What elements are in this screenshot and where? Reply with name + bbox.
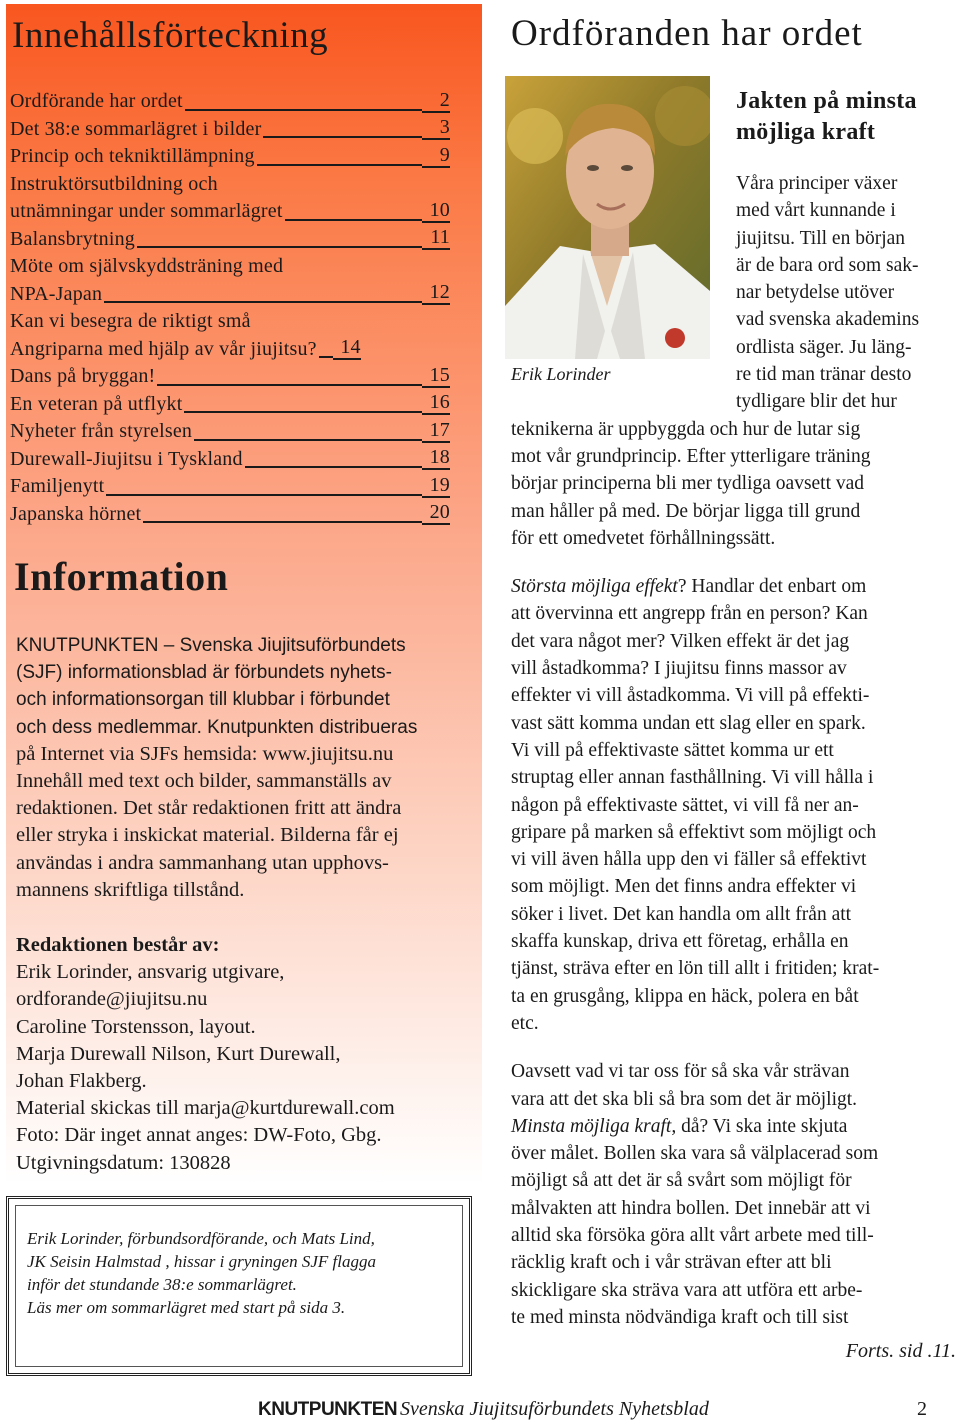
info-line: redaktionen. Det står redaktionen fritt att ändra <box>16 797 402 820</box>
article-line: te med minsta nödvändiga kraft och till sist <box>511 1306 849 1328</box>
article-title: Ordföranden har ordet <box>511 13 863 54</box>
toc-entry[interactable] <box>10 501 450 529</box>
toc-entry-page: 11 <box>422 226 450 250</box>
article-line: målvakten att hindra bollen. Det innebär att vi <box>511 1197 871 1219</box>
table-of-contents <box>10 88 450 528</box>
toc-entry-page: 14 <box>333 336 361 360</box>
toc-entry-label: Familjenytt <box>10 475 105 497</box>
toc-entry-label: Japanska hörnet <box>10 502 142 525</box>
article-line-rest: då? Vi ska inte skjuta <box>676 1115 848 1137</box>
toc-entry-lead: Kan vi besegra de riktigt små <box>10 310 251 332</box>
toc-leader <box>184 411 422 413</box>
caption-line: Läs mer om sommarlägret med start på sida 3. <box>27 1298 346 1317</box>
toc-title: Innehållsförteckning <box>12 15 329 56</box>
toc-entry-label: En veteran på utflykt <box>10 392 183 415</box>
italic-phrase: Minsta möjliga kraft, <box>511 1115 677 1137</box>
toc-leader <box>185 109 422 111</box>
toc-leader <box>263 136 422 138</box>
toc-entry-label: Det 38:e sommarlägret i bilder <box>10 117 262 140</box>
toc-leader <box>245 466 422 468</box>
toc-entry-label: NPA-Japan <box>10 282 103 305</box>
toc-entry[interactable] <box>10 336 450 364</box>
caption-line: inför det stundande 38:e sommarlägret. <box>27 1275 297 1294</box>
toc-entry-page: 17 <box>422 419 450 443</box>
toc-entry-page: 10 <box>422 199 450 223</box>
article-line: alltid ska försöka göra allt vårt arbete med till- <box>511 1224 874 1246</box>
article-line: Våra principer växer <box>736 173 898 194</box>
footer-tagline: Svenska Jiujitsuförbundets Nyhetsblad <box>400 1398 709 1420</box>
info-line: och informationsorgan till klubbar i förbundet <box>16 689 390 711</box>
caption-line: JK Seisin Halmstad , hissar i gryningen SJF flagga <box>27 1252 376 1271</box>
toc-leader <box>319 356 333 358</box>
article-line: vad svenska akademins <box>736 309 920 331</box>
photo-caption: Erik Lorinder <box>511 364 611 384</box>
article-line: nar betydelse utöver <box>736 282 895 304</box>
article-line: vill åstadkomma? I jiujitsu finns massor av <box>511 658 847 680</box>
toc-leader <box>104 301 422 303</box>
article-line: tjänst, sträva efter en lön till allt i fritiden; krat- <box>511 958 880 980</box>
toc-entry-label: Ordförande har ordet <box>10 90 183 112</box>
article-line: etc. <box>511 1012 539 1034</box>
caption-line: Erik Lorinder, förbundsordförande, och Mats Lind, <box>27 1229 375 1248</box>
toc-entry[interactable] <box>10 281 450 309</box>
article-line: Vi vill på effektivaste sättet komma ur ett <box>511 739 834 761</box>
article-line: teknikerna är uppbyggda och hur de lutar sig <box>511 418 861 440</box>
toc-entry[interactable] <box>10 226 450 254</box>
article-line: som möjligt. Men det finns andra effekter vi <box>511 876 857 898</box>
toc-entry[interactable] <box>10 116 450 144</box>
info-line: eller stryka i inskickat material. Bilderna får ej <box>16 824 399 847</box>
article-line: ordlista säger. Ju läng- <box>736 336 912 358</box>
info-line: (SJF) informationsblad är förbundets nyhets- <box>16 662 392 684</box>
photo-caption-box <box>6 1196 472 1376</box>
toc-entry-label: Nyheter från styrelsen <box>10 420 193 442</box>
toc-leader <box>257 164 422 166</box>
editorial-team <box>16 932 476 1177</box>
editors-line: Johan Flakberg. <box>16 1070 147 1093</box>
toc-entry-label: Dans på bryggan! <box>10 365 156 387</box>
article-line: vast sätt komma undan ett slag eller en spark. <box>511 712 866 734</box>
editors-line: Erik Lorinder, ansvarig utgivare, <box>16 961 285 984</box>
info-line: Innehåll med text och bilder, sammanställs av <box>16 770 392 793</box>
info-line: och dess medlemmar. Knutpunkten distribueras <box>16 716 418 738</box>
article-line: man håller på med. De börjar ligga till grund <box>511 500 861 522</box>
subhead-line: Jakten på minsta <box>736 88 917 114</box>
info-line: mannens skriftliga tillstånd. <box>16 878 245 901</box>
toc-entry-page: 16 <box>422 391 450 415</box>
editors-line: Marja Durewall Nilson, Kurt Durewall, <box>16 1042 341 1065</box>
article-line: över målet. Bollen ska vara så välplacerad som <box>511 1143 879 1165</box>
article-line: skaffa kunskap, driva ett företag, erhålla en <box>511 931 849 953</box>
article-line: för ett omedvetet förhållningssätt. <box>511 527 776 549</box>
page-number: 2 <box>917 1398 927 1420</box>
toc-entry-lead: Instruktörsutbildning och <box>10 172 218 195</box>
toc-entry-label: Princip och tekniktillämpning <box>10 145 255 167</box>
toc-entry-page: 3 <box>422 116 450 140</box>
article-line: söker i livet. Det kan handla om allt från att <box>511 903 852 925</box>
page-footer <box>0 1398 960 1424</box>
article-subheading <box>736 86 917 148</box>
article-line: det vara något mer? Vilken effekt är det jag <box>511 630 850 652</box>
article-line <box>511 573 960 600</box>
article-line: struptag eller annan fasthållning. Vi vill hålla i <box>511 767 874 789</box>
information-text <box>16 632 476 904</box>
toc-entry-label: Durewall-Jiujitsu i Tyskland <box>10 447 243 470</box>
article-line: vi vill även hålla upp den vi fäller så effektivt <box>511 849 867 871</box>
toc-entry-page: 12 <box>422 281 450 305</box>
paragraph-gap <box>511 1037 960 1058</box>
article-body <box>511 170 960 1331</box>
toc-entry-page: 2 <box>422 89 450 113</box>
article-line: skickligare ska sträva vara att utföra ett arbe- <box>511 1279 863 1301</box>
toc-entry-page: 18 <box>422 446 450 470</box>
editors-email-link[interactable]: ordforande@jiujitsu.nu <box>16 988 208 1011</box>
article-line: re tid man tränar desto <box>736 364 912 386</box>
toc-entry-page: 15 <box>422 364 450 388</box>
toc-entry[interactable] <box>10 473 450 501</box>
toc-leader <box>143 521 422 523</box>
article-line: med vårt kunnande i <box>736 200 896 222</box>
footer-brand-logo: KNUTPUNKTEN <box>258 1399 398 1420</box>
toc-leader <box>285 219 422 221</box>
editors-line: Material skickas till marja@kurtdurewall.com <box>16 1097 395 1120</box>
italic-phrase: Största möjliga effekt <box>511 576 678 598</box>
editors-line: Caroline Torstensson, layout. <box>16 1015 256 1038</box>
toc-entry[interactable] <box>10 88 450 116</box>
toc-entry[interactable] <box>10 143 450 171</box>
toc-leader <box>137 246 422 248</box>
article-line: vara att det ska bli så bra som det är möjligt. <box>511 1088 858 1110</box>
toc-entry-page: 9 <box>422 144 450 168</box>
article-line: tydligare blir det hur <box>736 391 897 413</box>
toc-entry[interactable] <box>10 446 450 474</box>
article-line: jiujitsu. Till en början <box>736 227 906 249</box>
article-line: möjligt så att det är så svårt som möjligt för <box>511 1170 852 1192</box>
article-line: någon på effektivaste sättet, vi vill få ner an- <box>511 794 859 816</box>
article-line: Oavsett vad vi tar oss för så ska vår strävan <box>511 1061 850 1083</box>
toc-entry-lead: Möte om självskyddsträning med <box>10 255 284 277</box>
article-line-rest: ? Handlar det enbart om <box>677 576 867 598</box>
editors-heading: Redaktionen består av: <box>16 934 220 956</box>
toc-entry[interactable] <box>10 363 450 391</box>
toc-entry-label: Angriparna med hjälp av vår jiujitsu? <box>10 337 317 360</box>
info-line: användas i andra sammanhang utan upphovs- <box>16 851 389 874</box>
subhead-line: möjliga kraft <box>736 119 876 145</box>
toc-entry-label: Balansbrytning <box>10 227 136 250</box>
continued-link[interactable]: Forts. sid .11. <box>845 1340 956 1362</box>
toc-leader <box>157 384 422 386</box>
info-line: KNUTPUNKTEN – Svenska Jiujitsuförbundets <box>16 635 406 656</box>
toc-leader <box>106 494 422 496</box>
toc-entry-label: utnämningar under sommarlägret <box>10 200 283 222</box>
info-line: på Internet via SJFs hemsida: www.jiujitsu.nu <box>16 742 394 765</box>
article-line <box>511 1113 960 1140</box>
article-line: räcklig kraft och i vår strävan efter att bli <box>511 1252 832 1274</box>
article-line: gripare på marken så effektivt som möjligt och <box>511 821 877 843</box>
paragraph-gap <box>511 552 960 573</box>
article-line: att övervinna ett angrepp från en person? Kan <box>511 603 868 625</box>
caption-text <box>27 1227 457 1319</box>
article-line: effekter vi vill åstadkomma. Vi vill på effekti- <box>511 685 870 707</box>
article-line: ta en grusgång, klippa en häck, polera en båt <box>511 985 859 1007</box>
article-line: är de bara ord som sak- <box>736 254 919 276</box>
information-heading: Information <box>14 554 229 599</box>
toc-entry[interactable] <box>10 198 450 226</box>
editors-line: Foto: Där inget annat anges: DW-Foto, Gbg. <box>16 1124 382 1147</box>
article-line: börjar principerna bli mer tydliga oavsett vad <box>511 473 865 495</box>
toc-entry[interactable] <box>10 391 450 419</box>
toc-leader <box>194 439 422 441</box>
toc-entry-page: 20 <box>422 501 450 525</box>
editors-line: Utgivningsdatum: 130828 <box>16 1151 231 1174</box>
article-line: mot vår grundprincip. Efter ytterligare träning <box>511 445 871 467</box>
toc-entry[interactable] <box>10 418 450 446</box>
toc-entry-page: 19 <box>422 474 450 498</box>
